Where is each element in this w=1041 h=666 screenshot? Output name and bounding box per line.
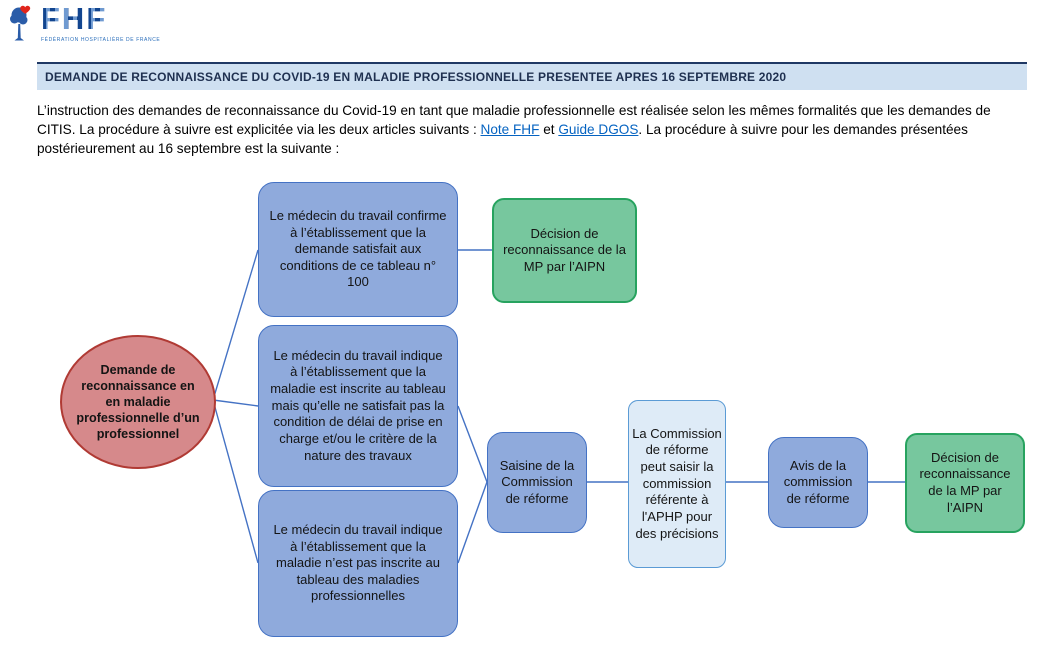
node-avis-commission-reforme: [768, 437, 868, 528]
node-decision-1-label: Décision de reconnaissance de la MP par l’AIPN: [503, 225, 626, 274]
node-decision-2-label: Décision de reconnaissance de la MP par l’AIPN: [919, 449, 1011, 515]
intro-text-1: L’instruction des demandes de reconnaissance du Covid-19 en tant que maladie professionnelle est réalisée selon les mêmes formalités que les demandes de CITIS. La procédure à suivre est explicitée via les deux articles suivants :: [37, 103, 991, 137]
node-saisine-label: Saisine de la Commission de réforme: [499, 457, 575, 506]
intro-text-3: . La procédure à suivre pour les demandes présentées postérieurement au 16 septembre est la suivante :: [37, 122, 968, 156]
node-medecin-conditions-label: Le médecin du travail indique à l’établissement que la maladie est inscrite au tableau mais qu’elle ne satisfait pas la condition de délai de prise en charge et/ou le critère de la nature des travaux: [270, 347, 446, 463]
intro-paragraph: [37, 101, 1009, 158]
logo-tagline: FÉDÉRATION HOSPITALIÈRE DE FRANCE: [41, 37, 161, 43]
node-medecin-tableau-100-label: Le médecin du travail confirme à l’établissement que la demande satisfait aux conditions de ce tableau n° 100: [269, 207, 447, 290]
fhf-tree-heart-icon: [8, 4, 38, 44]
node-commission-aphp-label: La Commission de réforme peut saisir la commission référente à l'APHP pour des précisions: [632, 425, 722, 541]
node-decision-mp-aipn-1: [492, 198, 637, 303]
node-saisine-commission-reforme: [487, 432, 587, 533]
logo-wordmark: FHF: [41, 4, 160, 34]
node-demande-reconnaissance: [60, 335, 216, 469]
note-fhf-link[interactable]: Note FHF: [480, 122, 540, 137]
flowchart: [0, 170, 1041, 666]
guide-dgos-link[interactable]: Guide DGOS: [558, 122, 639, 137]
node-medecin-hors-tableau-label: Le médecin du travail indique à l’établissement que la maladie n’est pas inscrite au tableau des maladies professionnelles: [273, 521, 443, 604]
node-avis-label: Avis de la commission de réforme: [783, 457, 853, 506]
node-medecin-tableau-100: [258, 182, 458, 317]
node-decision-mp-aipn-2: [905, 433, 1025, 533]
node-medecin-hors-tableau: [258, 490, 458, 637]
document-title: DEMANDE DE RECONNAISSANCE DU COVID-19 EN MALADIE PROFESSIONNELLE PRESENTEE APRES 16 SEPTEMBRE 2020: [45, 70, 787, 84]
node-demande-label: Demande de reconnaissance en en maladie professionnelle d’un professionnel: [76, 362, 200, 442]
intro-text-2: et: [539, 122, 559, 137]
node-medecin-conditions-non-satisfaites: [258, 325, 458, 487]
fhf-logo: [8, 1, 161, 44]
node-commission-referente-aphp: [628, 400, 726, 568]
document-title-bar: [37, 62, 1027, 90]
